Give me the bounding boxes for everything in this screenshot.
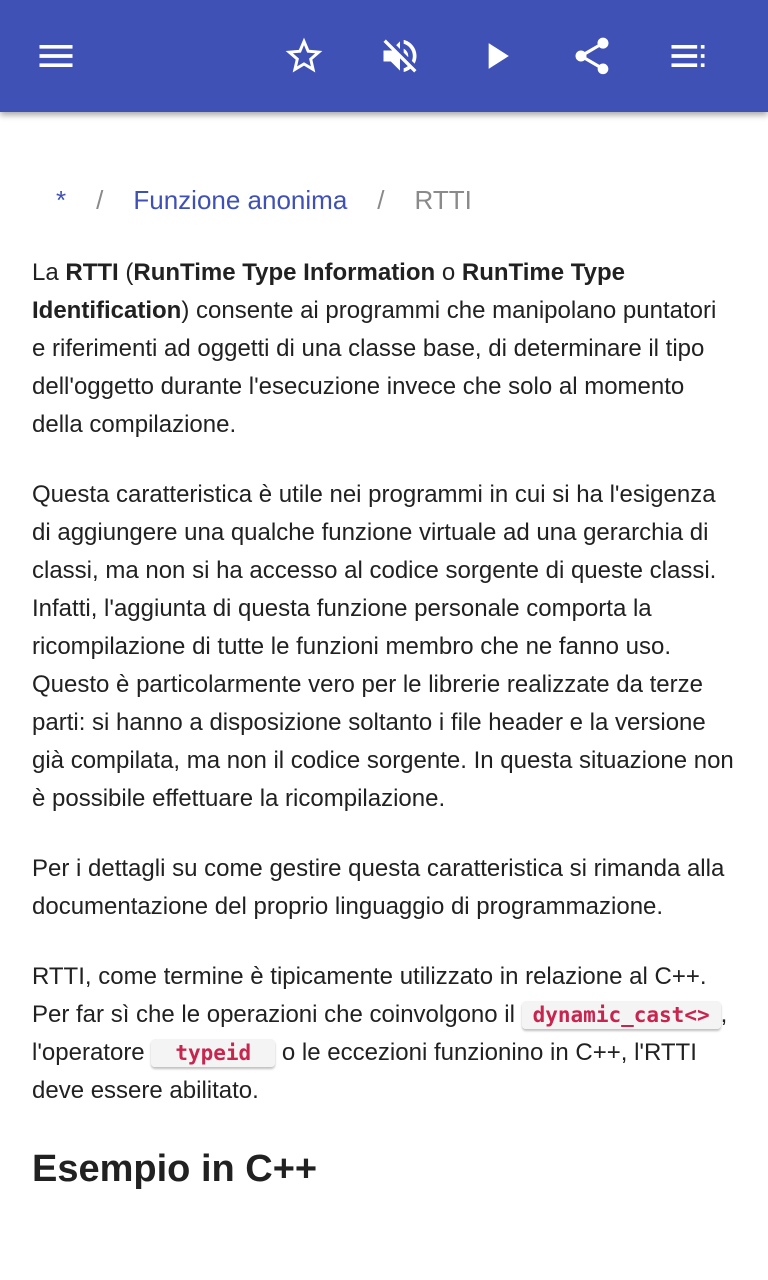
paragraph-usage: Questa caratteristica è utile nei programmi in cui si ha l'esigenza di aggiungere una qualche funzione virtuale ad una gerarchia di classi, ma non si ha accesso al codice sorgente di queste classi. Infatti, l'aggiunta di questa funzione personale comporta la ricompilazione di tutte le funzioni membro che ne fanno uso. Questo è particolarmente vero per le librerie realizzate da terze parti: si hanno a disposizione soltanto i file header e la versione già compilata, ma non il codice sorgente. In questa situazione non è possibile effettuare la ricompilazione. <box>32 481 734 812</box>
playlist-icon <box>666 34 710 78</box>
app-toolbar <box>0 0 768 112</box>
text: , l'operatore <box>32 1001 728 1066</box>
paragraph-cpp <box>32 958 736 1110</box>
article-content <box>32 112 736 1192</box>
bold-term: RTTI <box>65 259 119 286</box>
breadcrumb-parent-link[interactable]: Funzione anonima <box>133 185 348 215</box>
volume-off-icon <box>378 34 422 78</box>
section-heading: Esempio in C++ <box>32 1148 318 1190</box>
mute-button[interactable] <box>364 20 436 92</box>
text: ) consente ai programmi che manipolano puntatori e riferimenti ad oggetti di una classe base, di determinare il tipo dell'oggetto durante l'esecuzione invece che solo al momento della compilazione. <box>32 297 717 438</box>
inline-code-dynamic-cast: dynamic_cast<> <box>522 1001 721 1029</box>
share-button[interactable] <box>556 20 628 92</box>
menu-icon <box>34 34 78 78</box>
bookmark-button[interactable] <box>268 20 340 92</box>
table-of-contents-button[interactable] <box>652 20 724 92</box>
inline-code-typeid: typeid <box>151 1039 275 1067</box>
paragraph-intro <box>32 254 736 444</box>
play-icon <box>474 34 518 78</box>
text: ( <box>118 259 134 286</box>
breadcrumb-separator: / <box>96 185 104 215</box>
text: o le eccezioni funzionino in C++, l'RTTI deve essere abilitato. <box>32 1039 697 1104</box>
text: La <box>32 259 66 286</box>
star-outline-icon <box>282 34 326 78</box>
bold-term: RunTime Type Information <box>133 259 436 286</box>
breadcrumb <box>32 182 736 218</box>
breadcrumb-current: RTTI <box>414 185 472 215</box>
text: o <box>435 259 462 286</box>
breadcrumb-home-link[interactable]: * <box>56 185 67 215</box>
bold-term: RunTime Type Identification <box>32 259 625 324</box>
menu-button[interactable] <box>20 20 92 92</box>
play-button[interactable] <box>460 20 532 92</box>
share-icon <box>570 34 614 78</box>
breadcrumb-separator: / <box>377 185 385 215</box>
paragraph-details: Per i dettagli su come gestire questa caratteristica si rimanda alla documentazione del proprio linguaggio di programmazione. <box>32 855 725 920</box>
text: RTTI, come termine è tipicamente utilizzato in relazione al C++. Per far sì che le operazioni che coinvolgono il <box>32 963 707 1028</box>
